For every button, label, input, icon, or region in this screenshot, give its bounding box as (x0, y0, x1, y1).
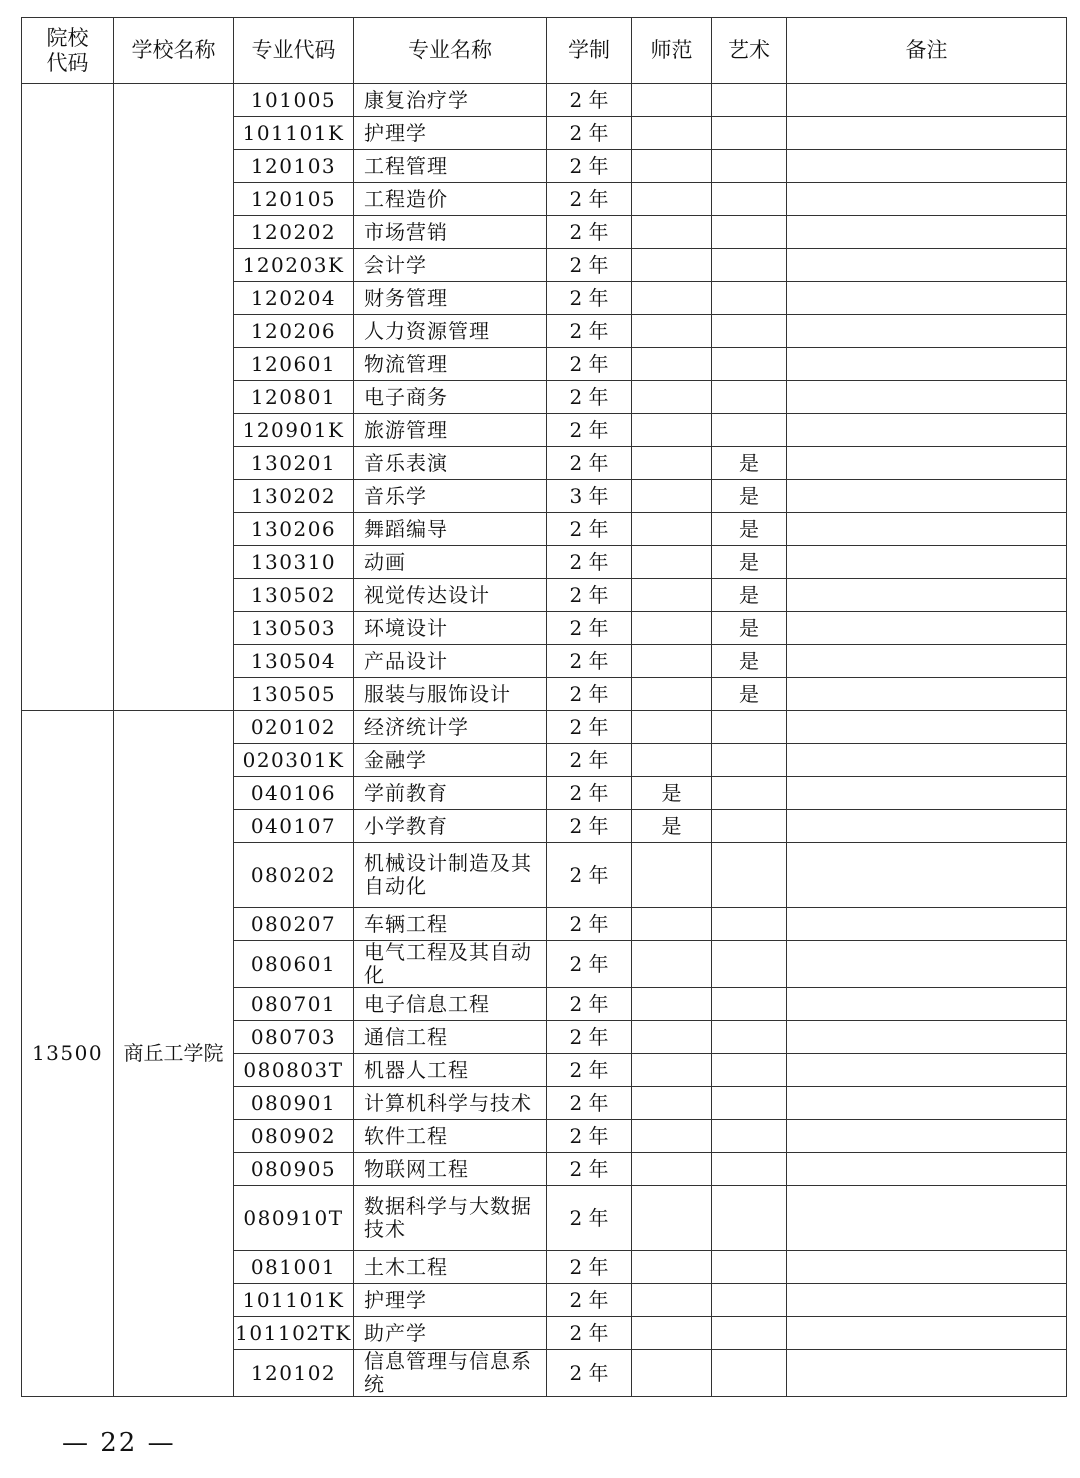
major-name-cell: 助产学 (354, 1317, 547, 1350)
art-flag-cell: 是 (712, 645, 787, 678)
duration-cell: 2 年 (547, 744, 632, 777)
school-code-cell (22, 84, 114, 711)
duration-cell: 2 年 (547, 711, 632, 744)
normal-flag-cell (632, 1317, 712, 1350)
duration-cell: 3 年 (547, 480, 632, 513)
remarks-cell (787, 1054, 1067, 1087)
normal-flag-cell (632, 84, 712, 117)
major-code-cell: 101102TK (234, 1317, 354, 1350)
duration-cell: 2 年 (547, 1054, 632, 1087)
remarks-cell (787, 1087, 1067, 1120)
duration-cell: 2 年 (547, 908, 632, 941)
major-name-cell: 市场营销 (354, 216, 547, 249)
duration-cell: 2 年 (547, 678, 632, 711)
major-code-cell: 080703 (234, 1021, 354, 1054)
major-code-cell: 081001 (234, 1251, 354, 1284)
major-code-cell: 080207 (234, 908, 354, 941)
major-code-cell: 130502 (234, 579, 354, 612)
major-name-cell: 金融学 (354, 744, 547, 777)
art-flag-cell (712, 1054, 787, 1087)
major-code-cell: 101005 (234, 84, 354, 117)
major-code-cell: 130505 (234, 678, 354, 711)
major-code-cell: 020102 (234, 711, 354, 744)
major-name-cell: 视觉传达设计 (354, 579, 547, 612)
duration-cell: 2 年 (547, 1317, 632, 1350)
major-code-cell: 130503 (234, 612, 354, 645)
art-flag-cell (712, 216, 787, 249)
duration-cell: 2 年 (547, 843, 632, 908)
remarks-cell (787, 744, 1067, 777)
art-flag-cell: 是 (712, 579, 787, 612)
major-name-cell: 服装与服饰设计 (354, 678, 547, 711)
major-name-cell: 产品设计 (354, 645, 547, 678)
remarks-cell (787, 908, 1067, 941)
remarks-cell (787, 249, 1067, 282)
art-flag-cell (712, 810, 787, 843)
school-name-cell (114, 84, 234, 711)
major-name-cell: 学前教育 (354, 777, 547, 810)
normal-flag-cell (632, 282, 712, 315)
art-flag-cell (712, 777, 787, 810)
major-code-cell: 080902 (234, 1120, 354, 1153)
major-name-cell: 信息管理与信息系统 (354, 1350, 547, 1397)
major-code-cell: 080901 (234, 1087, 354, 1120)
major-code-cell: 080701 (234, 988, 354, 1021)
major-code-cell: 130201 (234, 447, 354, 480)
major-code-cell: 120204 (234, 282, 354, 315)
major-name-cell: 音乐学 (354, 480, 547, 513)
duration-cell: 2 年 (547, 612, 632, 645)
normal-flag-cell (632, 843, 712, 908)
duration-cell: 2 年 (547, 1153, 632, 1186)
normal-flag-cell (632, 612, 712, 645)
normal-flag-cell (632, 183, 712, 216)
remarks-cell (787, 84, 1067, 117)
header-school-code: 院校 代码 (22, 18, 114, 84)
remarks-cell (787, 612, 1067, 645)
normal-flag-cell (632, 988, 712, 1021)
major-name-cell: 护理学 (354, 1284, 547, 1317)
major-code-cell: 120206 (234, 315, 354, 348)
major-name-cell: 旅游管理 (354, 414, 547, 447)
art-flag-cell (712, 348, 787, 381)
remarks-cell (787, 1120, 1067, 1153)
normal-flag-cell (632, 150, 712, 183)
duration-cell: 2 年 (547, 941, 632, 988)
art-flag-cell (712, 150, 787, 183)
normal-flag-cell: 是 (632, 777, 712, 810)
header-major-name: 专业名称 (354, 18, 547, 84)
normal-flag-cell (632, 1251, 712, 1284)
duration-cell: 2 年 (547, 546, 632, 579)
table-body (22, 84, 1067, 1397)
normal-flag-cell (632, 1284, 712, 1317)
major-code-cell: 130202 (234, 480, 354, 513)
header-duration: 学制 (547, 18, 632, 84)
major-name-cell: 小学教育 (354, 810, 547, 843)
art-flag-cell (712, 1087, 787, 1120)
art-flag-cell (712, 1120, 787, 1153)
major-name-cell: 电气工程及其自动化 (354, 941, 547, 988)
major-code-cell: 120601 (234, 348, 354, 381)
major-name-cell: 环境设计 (354, 612, 547, 645)
normal-flag-cell (632, 1350, 712, 1397)
major-name-cell: 电子商务 (354, 381, 547, 414)
remarks-cell (787, 1251, 1067, 1284)
major-code-cell: 020301K (234, 744, 354, 777)
remarks-cell (787, 810, 1067, 843)
duration-cell: 2 年 (547, 282, 632, 315)
normal-flag-cell (632, 908, 712, 941)
normal-flag-cell (632, 1153, 712, 1186)
duration-cell: 2 年 (547, 1251, 632, 1284)
art-flag-cell (712, 1021, 787, 1054)
duration-cell: 2 年 (547, 645, 632, 678)
major-code-cell: 080910T (234, 1186, 354, 1251)
art-flag-cell (712, 117, 787, 150)
duration-cell: 2 年 (547, 1186, 632, 1251)
duration-cell: 2 年 (547, 447, 632, 480)
major-name-cell: 机械设计制造及其自动化 (354, 843, 547, 908)
major-code-cell: 120202 (234, 216, 354, 249)
normal-flag-cell (632, 513, 712, 546)
normal-flag-cell (632, 348, 712, 381)
duration-cell: 2 年 (547, 1284, 632, 1317)
major-name-cell: 工程管理 (354, 150, 547, 183)
header-art: 艺术 (712, 18, 787, 84)
art-flag-cell (712, 315, 787, 348)
normal-flag-cell (632, 1021, 712, 1054)
major-name-cell: 会计学 (354, 249, 547, 282)
major-name-cell: 经济统计学 (354, 711, 547, 744)
art-flag-cell: 是 (712, 447, 787, 480)
major-name-cell: 音乐表演 (354, 447, 547, 480)
major-name-cell: 护理学 (354, 117, 547, 150)
duration-cell: 2 年 (547, 84, 632, 117)
major-code-cell: 120901K (234, 414, 354, 447)
normal-flag-cell (632, 1120, 712, 1153)
duration-cell: 2 年 (547, 183, 632, 216)
remarks-cell (787, 282, 1067, 315)
art-flag-cell (712, 183, 787, 216)
remarks-cell (787, 1153, 1067, 1186)
table-row (22, 711, 1067, 744)
duration-cell: 2 年 (547, 988, 632, 1021)
normal-flag-cell (632, 117, 712, 150)
duration-cell: 2 年 (547, 1350, 632, 1397)
remarks-cell (787, 1186, 1067, 1251)
major-name-cell: 机器人工程 (354, 1054, 547, 1087)
art-flag-cell (712, 1186, 787, 1251)
remarks-cell (787, 579, 1067, 612)
art-flag-cell: 是 (712, 678, 787, 711)
major-name-cell: 土木工程 (354, 1251, 547, 1284)
duration-cell: 2 年 (547, 150, 632, 183)
art-flag-cell (712, 381, 787, 414)
normal-flag-cell (632, 941, 712, 988)
normal-flag-cell (632, 447, 712, 480)
duration-cell: 2 年 (547, 117, 632, 150)
remarks-cell (787, 348, 1067, 381)
duration-cell: 2 年 (547, 249, 632, 282)
remarks-cell (787, 414, 1067, 447)
remarks-cell (787, 711, 1067, 744)
duration-cell: 2 年 (547, 1021, 632, 1054)
art-flag-cell (712, 1317, 787, 1350)
remarks-cell (787, 150, 1067, 183)
remarks-cell (787, 513, 1067, 546)
major-code-cell: 120105 (234, 183, 354, 216)
school-code-cell: 13500 (22, 711, 114, 1397)
art-flag-cell (712, 249, 787, 282)
remarks-cell (787, 1317, 1067, 1350)
normal-flag-cell (632, 1054, 712, 1087)
art-flag-cell (712, 941, 787, 988)
normal-flag-cell (632, 579, 712, 612)
major-name-cell: 物联网工程 (354, 1153, 547, 1186)
duration-cell: 2 年 (547, 1087, 632, 1120)
remarks-cell (787, 777, 1067, 810)
major-name-cell: 舞蹈编导 (354, 513, 547, 546)
duration-cell: 2 年 (547, 1120, 632, 1153)
major-code-cell: 080202 (234, 843, 354, 908)
remarks-cell (787, 1350, 1067, 1397)
major-code-cell: 120203K (234, 249, 354, 282)
remarks-cell (787, 1021, 1067, 1054)
major-name-cell: 康复治疗学 (354, 84, 547, 117)
remarks-cell (787, 447, 1067, 480)
major-code-cell: 101101K (234, 1284, 354, 1317)
major-code-cell: 120801 (234, 381, 354, 414)
page-number: — 22 — (62, 1428, 176, 1458)
art-flag-cell: 是 (712, 612, 787, 645)
school-name-cell: 商丘工学院 (114, 711, 234, 1397)
remarks-cell (787, 216, 1067, 249)
major-name-cell: 物流管理 (354, 348, 547, 381)
normal-flag-cell (632, 381, 712, 414)
header-school-name: 学校名称 (114, 18, 234, 84)
header-major-code: 专业代码 (234, 18, 354, 84)
major-name-cell: 软件工程 (354, 1120, 547, 1153)
major-name-cell: 通信工程 (354, 1021, 547, 1054)
remarks-cell (787, 546, 1067, 579)
major-code-cell: 120102 (234, 1350, 354, 1397)
normal-flag-cell (632, 315, 712, 348)
duration-cell: 2 年 (547, 315, 632, 348)
normal-flag-cell (632, 480, 712, 513)
normal-flag-cell (632, 1186, 712, 1251)
art-flag-cell: 是 (712, 480, 787, 513)
duration-cell: 2 年 (547, 579, 632, 612)
art-flag-cell (712, 1153, 787, 1186)
duration-cell: 2 年 (547, 216, 632, 249)
remarks-cell (787, 678, 1067, 711)
normal-flag-cell (632, 249, 712, 282)
major-code-cell: 040107 (234, 810, 354, 843)
art-flag-cell (712, 988, 787, 1021)
art-flag-cell (712, 744, 787, 777)
major-code-cell: 130504 (234, 645, 354, 678)
art-flag-cell (712, 84, 787, 117)
duration-cell: 2 年 (547, 810, 632, 843)
remarks-cell (787, 645, 1067, 678)
major-code-cell: 130310 (234, 546, 354, 579)
major-name-cell: 数据科学与大数据技术 (354, 1186, 547, 1251)
header-normal: 师范 (632, 18, 712, 84)
art-flag-cell (712, 1251, 787, 1284)
remarks-cell (787, 988, 1067, 1021)
normal-flag-cell (632, 645, 712, 678)
normal-flag-cell (632, 1087, 712, 1120)
major-code-cell: 080905 (234, 1153, 354, 1186)
normal-flag-cell: 是 (632, 810, 712, 843)
art-flag-cell (712, 711, 787, 744)
major-name-cell: 人力资源管理 (354, 315, 547, 348)
normal-flag-cell (632, 711, 712, 744)
duration-cell: 2 年 (547, 381, 632, 414)
normal-flag-cell (632, 744, 712, 777)
remarks-cell (787, 381, 1067, 414)
major-code-cell: 040106 (234, 777, 354, 810)
major-name-cell: 电子信息工程 (354, 988, 547, 1021)
art-flag-cell (712, 843, 787, 908)
art-flag-cell: 是 (712, 513, 787, 546)
remarks-cell (787, 117, 1067, 150)
table-row (22, 84, 1067, 117)
remarks-cell (787, 941, 1067, 988)
art-flag-cell: 是 (712, 546, 787, 579)
art-flag-cell (712, 282, 787, 315)
remarks-cell (787, 315, 1067, 348)
major-name-cell: 动画 (354, 546, 547, 579)
remarks-cell (787, 843, 1067, 908)
duration-cell: 2 年 (547, 513, 632, 546)
art-flag-cell (712, 414, 787, 447)
duration-cell: 2 年 (547, 777, 632, 810)
major-code-cell: 130206 (234, 513, 354, 546)
art-flag-cell (712, 1284, 787, 1317)
major-name-cell: 财务管理 (354, 282, 547, 315)
normal-flag-cell (632, 546, 712, 579)
normal-flag-cell (632, 678, 712, 711)
remarks-cell (787, 1284, 1067, 1317)
art-flag-cell (712, 1350, 787, 1397)
major-code-cell: 080601 (234, 941, 354, 988)
header-remarks: 备注 (787, 18, 1067, 84)
remarks-cell (787, 183, 1067, 216)
remarks-cell (787, 480, 1067, 513)
major-code-cell: 120103 (234, 150, 354, 183)
major-code-cell: 080803T (234, 1054, 354, 1087)
major-name-cell: 工程造价 (354, 183, 547, 216)
duration-cell: 2 年 (547, 414, 632, 447)
major-name-cell: 车辆工程 (354, 908, 547, 941)
majors-table (21, 17, 1067, 1397)
normal-flag-cell (632, 216, 712, 249)
art-flag-cell (712, 908, 787, 941)
major-code-cell: 101101K (234, 117, 354, 150)
header-row (22, 18, 1067, 84)
duration-cell: 2 年 (547, 348, 632, 381)
normal-flag-cell (632, 414, 712, 447)
major-name-cell: 计算机科学与技术 (354, 1087, 547, 1120)
